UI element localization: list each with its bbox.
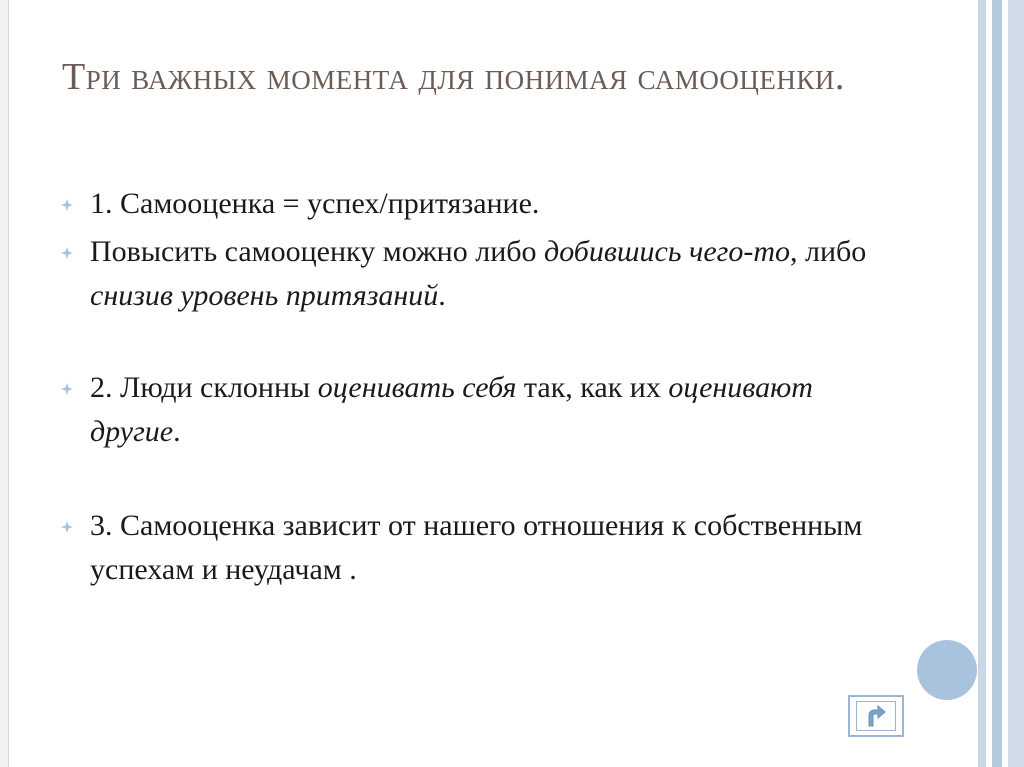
- bullet-text-segment: .: [173, 415, 181, 448]
- bullet-text-segment: .: [438, 279, 446, 312]
- return-button-frame: [856, 701, 896, 731]
- return-arrow-icon: [863, 704, 889, 728]
- bullet-item: [60, 366, 910, 454]
- bullet-italic-text: снизив уровень притязаний: [90, 279, 439, 312]
- bullet-text-segment: так, как их: [516, 371, 669, 404]
- bullet-text-segment: 1. Самооценка = успех/притязание.: [90, 187, 540, 220]
- decorative-stripe: [1008, 0, 1024, 767]
- decorative-stripe: [992, 0, 1002, 767]
- bullet-text-segment: 3. Самооценка зависит от нашего отношения к собственным успехам и неудачам .: [90, 509, 863, 586]
- bullet-text-segment: Повысить самооценку можно либо: [90, 235, 545, 268]
- decorative-circle: [917, 640, 977, 700]
- return-button[interactable]: [848, 695, 904, 737]
- diamond-bullet-icon: [60, 382, 74, 396]
- bullet-list: [60, 182, 910, 592]
- bullet-text-segment: , либо: [790, 235, 867, 268]
- bullet-item: [60, 504, 910, 592]
- slide-title: Три важных момента для понимая самооценки.: [62, 56, 845, 98]
- bullet-text: [90, 235, 866, 312]
- bullet-item: [60, 230, 910, 318]
- diamond-bullet-icon: [60, 246, 74, 260]
- bullet-text: [90, 371, 813, 448]
- diamond-bullet-icon: [60, 198, 74, 212]
- bullet-italic-text: добившись чего-то: [544, 235, 791, 268]
- bullet-item: [60, 182, 910, 226]
- bullet-text: [90, 509, 862, 586]
- bullet-italic-text: оценивают другие: [90, 371, 813, 448]
- decorative-stripe: [978, 0, 986, 767]
- bullet-text-segment: 2. Люди склонны: [90, 371, 318, 404]
- bullet-text: [90, 187, 539, 220]
- diamond-bullet-icon: [60, 520, 74, 534]
- bullet-italic-text: оценивать себя: [317, 371, 517, 404]
